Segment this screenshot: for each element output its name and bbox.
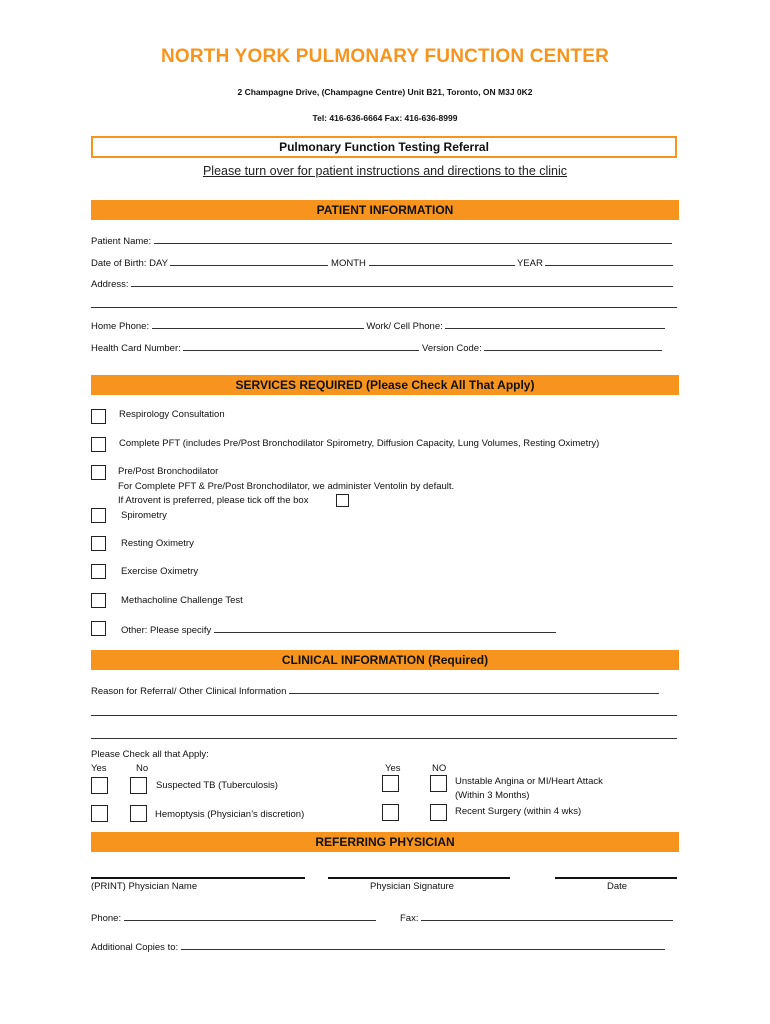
methacholine-label: Methacholine Challenge Test bbox=[121, 595, 243, 606]
yes-column-label: Yes bbox=[91, 763, 107, 774]
health-card-label: Health Card Number: bbox=[91, 343, 181, 354]
other-checkbox[interactable] bbox=[91, 621, 106, 636]
turnover-note: Please turn over for patient instructions and directions to the clinic bbox=[202, 164, 568, 178]
spirometry-checkbox[interactable] bbox=[91, 508, 106, 523]
respirology-label: Respirology Consultation bbox=[119, 409, 225, 420]
atrovent-note: If Atrovent is preferred, please tick off the box bbox=[118, 495, 309, 506]
reason-field-line3[interactable] bbox=[91, 738, 677, 739]
home-phone-label: Home Phone: bbox=[91, 321, 150, 332]
tb-yes-checkbox[interactable] bbox=[91, 777, 108, 794]
physician-fax-label: Fax: bbox=[400, 913, 419, 924]
prepost-checkbox[interactable] bbox=[91, 465, 106, 480]
additional-copies-label: Additional Copies to: bbox=[91, 942, 179, 953]
complete-pft-label: Complete PFT (includes Pre/Post Bronchodilator Spirometry, Diffusion Capacity, Lung Volumes, Resting Oximetry) bbox=[119, 438, 600, 449]
physician-phone-field[interactable] bbox=[124, 911, 376, 921]
check-all-label: Please Check all that Apply: bbox=[91, 749, 209, 760]
other-label: Other: Please specify bbox=[121, 625, 212, 636]
other-row bbox=[121, 623, 556, 636]
dob-month-label: MONTH bbox=[331, 258, 366, 269]
physician-fax-row bbox=[400, 911, 673, 924]
health-card-field[interactable] bbox=[183, 341, 419, 351]
date-label: Date bbox=[607, 881, 628, 892]
reason-label: Reason for Referral/ Other Clinical Information bbox=[91, 686, 287, 697]
physician-signature-line[interactable] bbox=[328, 877, 510, 879]
form-title: Pulmonary Function Testing Referral bbox=[91, 136, 677, 158]
additional-copies-field[interactable] bbox=[181, 940, 665, 950]
surgery-yes-checkbox[interactable] bbox=[382, 804, 399, 821]
patient-info-heading: PATIENT INFORMATION bbox=[91, 200, 679, 220]
dob-row bbox=[91, 256, 673, 269]
yes-column-label-2: Yes bbox=[385, 763, 401, 774]
physician-phone-label: Phone: bbox=[91, 913, 122, 924]
prepost-label: Pre/Post Bronchodilator bbox=[118, 466, 219, 477]
physician-fax-field[interactable] bbox=[421, 911, 673, 921]
spirometry-label: Spirometry bbox=[121, 510, 167, 521]
complete-pft-checkbox[interactable] bbox=[91, 437, 106, 452]
angina-label-1: Unstable Angina or MI/Heart Attack bbox=[455, 776, 603, 787]
dob-day-label: Date of Birth: DAY bbox=[91, 258, 168, 269]
address-field-line2[interactable] bbox=[91, 307, 677, 308]
patient-name-label: Patient Name: bbox=[91, 236, 152, 247]
no-column-label-2: NO bbox=[432, 763, 447, 774]
address-label: Address: bbox=[91, 279, 129, 290]
exercise-oximetry-checkbox[interactable] bbox=[91, 564, 106, 579]
exercise-oximetry-label: Exercise Oximetry bbox=[121, 566, 199, 577]
hemoptysis-label: Hemoptysis (Physician’s discretion) bbox=[155, 809, 305, 820]
physician-phone-row bbox=[91, 911, 376, 924]
respirology-checkbox[interactable] bbox=[91, 409, 106, 424]
version-code-label: Version Code: bbox=[422, 343, 482, 354]
clinic-address: 2 Champagne Drive, (Champagne Centre) Unit B21, Toronto, ON M3J 0K2 bbox=[237, 87, 533, 97]
physician-name-label: (PRINT) Physician Name bbox=[91, 881, 198, 892]
other-field[interactable] bbox=[214, 623, 556, 633]
tb-no-checkbox[interactable] bbox=[130, 777, 147, 794]
services-heading: SERVICES REQUIRED (Please Check All That Apply) bbox=[91, 375, 679, 395]
version-code-field[interactable] bbox=[484, 341, 662, 351]
surgery-label: Recent Surgery (within 4 wks) bbox=[455, 806, 582, 817]
patient-name-field[interactable] bbox=[154, 234, 672, 244]
address-row bbox=[91, 277, 673, 290]
tb-label: Suspected TB (Tuberculosis) bbox=[156, 780, 278, 791]
additional-copies-row bbox=[91, 940, 665, 953]
reason-field[interactable] bbox=[289, 684, 659, 694]
work-phone-field[interactable] bbox=[445, 319, 665, 329]
physician-signature-label: Physician Signature bbox=[370, 881, 454, 892]
health-card-row bbox=[91, 341, 662, 354]
address-field[interactable] bbox=[131, 277, 673, 287]
home-phone-field[interactable] bbox=[152, 319, 364, 329]
hemoptysis-yes-checkbox[interactable] bbox=[91, 805, 108, 822]
angina-yes-checkbox[interactable] bbox=[382, 775, 399, 792]
clinic-phone-fax: Tel: 416-636-6664 Fax: 416-636-8999 bbox=[312, 113, 458, 123]
resting-oximetry-checkbox[interactable] bbox=[91, 536, 106, 551]
work-phone-label: Work/ Cell Phone: bbox=[366, 321, 443, 332]
angina-no-checkbox[interactable] bbox=[430, 775, 447, 792]
angina-label-2: (Within 3 Months) bbox=[455, 790, 530, 801]
patient-name-row bbox=[91, 234, 672, 247]
physician-heading: REFERRING PHYSICIAN bbox=[91, 832, 679, 852]
prepost-note: For Complete PFT & Pre/Post Bronchodilator, we administer Ventolin by default. bbox=[118, 481, 455, 492]
methacholine-checkbox[interactable] bbox=[91, 593, 106, 608]
clinical-heading: CLINICAL INFORMATION (Required) bbox=[91, 650, 679, 670]
no-column-label: No bbox=[136, 763, 149, 774]
hemoptysis-no-checkbox[interactable] bbox=[130, 805, 147, 822]
dob-month-field[interactable] bbox=[369, 256, 515, 266]
physician-name-line[interactable] bbox=[91, 877, 305, 879]
atrovent-checkbox[interactable] bbox=[336, 494, 349, 507]
dob-year-label: YEAR bbox=[516, 258, 543, 269]
clinic-title: NORTH YORK PULMONARY FUNCTION CENTER bbox=[160, 46, 610, 67]
surgery-no-checkbox[interactable] bbox=[430, 804, 447, 821]
phone-row bbox=[91, 319, 665, 332]
resting-oximetry-label: Resting Oximetry bbox=[121, 538, 194, 549]
date-line[interactable] bbox=[555, 877, 677, 879]
dob-day-field[interactable] bbox=[170, 256, 328, 266]
dob-year-field[interactable] bbox=[545, 256, 673, 266]
reason-row bbox=[91, 684, 659, 697]
reason-field-line2[interactable] bbox=[91, 715, 677, 716]
